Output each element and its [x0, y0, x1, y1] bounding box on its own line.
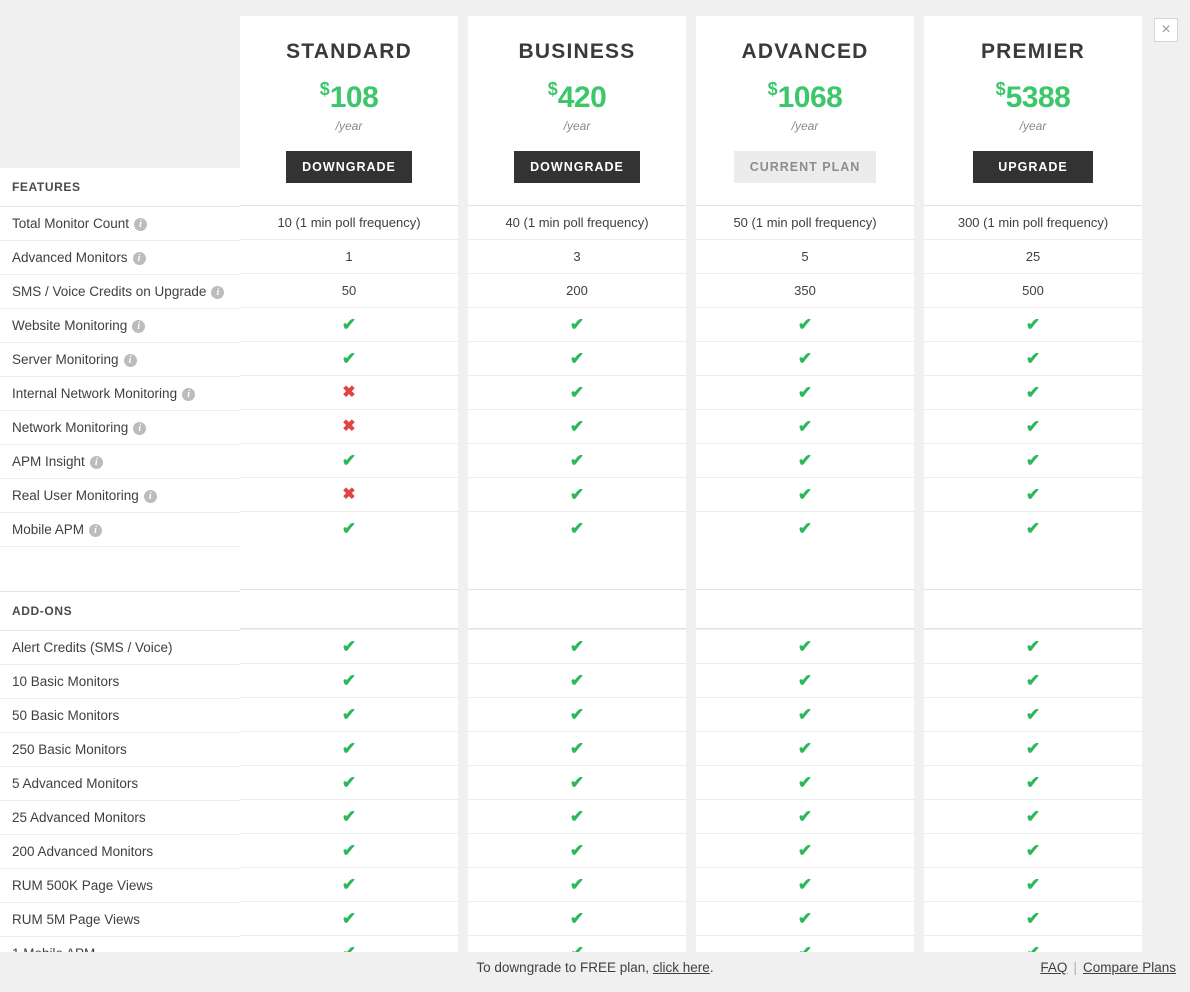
plan-addon-cell — [696, 901, 914, 935]
check-icon: ✔ — [797, 417, 813, 436]
plan-price — [468, 80, 686, 113]
plan-feature-cell — [696, 205, 914, 239]
check-icon: ✔ — [1025, 417, 1041, 436]
plan-value-text: 50 — [341, 283, 357, 298]
plan-feature-cell — [924, 341, 1142, 375]
addon-label: 50 Basic Monitors — [12, 708, 120, 723]
price-amount: 5388 — [1005, 81, 1071, 114]
plan-feature-cell — [696, 375, 914, 409]
page-footer — [0, 952, 1190, 992]
info-icon[interactable]: i — [124, 354, 137, 367]
feature-label: Total Monitor Count — [12, 216, 130, 231]
price-period: /year — [563, 119, 591, 133]
cross-icon: ✖ — [342, 486, 356, 503]
check-icon: ✔ — [341, 637, 357, 656]
check-icon: ✔ — [1025, 705, 1041, 724]
check-icon: ✔ — [797, 841, 813, 860]
plan-price — [240, 80, 458, 113]
check-icon: ✔ — [797, 315, 813, 334]
cross-icon: ✖ — [342, 418, 356, 435]
addon-row — [0, 801, 240, 835]
plan-addon-cell — [468, 697, 686, 731]
feature-row — [0, 377, 240, 411]
feature-list — [0, 207, 240, 547]
plan-addons-spacer — [240, 589, 458, 629]
check-icon: ✔ — [569, 875, 585, 894]
plan-feature-cell — [240, 273, 458, 307]
addon-row — [0, 631, 240, 665]
plan-feature-cell — [696, 341, 914, 375]
addon-label: RUM 5M Page Views — [12, 912, 141, 927]
cross-icon: ✖ — [342, 384, 356, 401]
plan-column — [696, 16, 914, 969]
addon-label: Alert Credits (SMS / Voice) — [12, 640, 173, 655]
feature-label: Mobile APM — [12, 522, 85, 537]
price-amount: 108 — [329, 81, 379, 114]
info-icon[interactable]: i — [144, 490, 157, 503]
plan-addon-cell — [696, 697, 914, 731]
plan-action-button[interactable]: DOWNGRADE — [514, 151, 640, 183]
footer-separator: | — [1073, 960, 1077, 975]
check-icon: ✔ — [569, 451, 585, 470]
plan-addon-cell — [240, 867, 458, 901]
info-icon[interactable]: i — [134, 218, 147, 231]
plan-addon-cell — [924, 833, 1142, 867]
check-icon: ✔ — [341, 739, 357, 758]
price-currency: $ — [319, 79, 330, 99]
check-icon: ✔ — [569, 315, 585, 334]
plan-feature-cell — [924, 409, 1142, 443]
check-icon: ✔ — [1025, 383, 1041, 402]
info-icon[interactable]: i — [90, 456, 103, 469]
plan-title: BUSINESS — [518, 40, 636, 63]
addon-row — [0, 665, 240, 699]
plan-value-text: 3 — [573, 249, 581, 264]
plan-feature-cell — [240, 205, 458, 239]
addon-label: 5 Advanced Monitors — [12, 776, 139, 791]
feature-row — [0, 479, 240, 513]
addon-row — [0, 903, 240, 937]
plan-action-button[interactable]: UPGRADE — [973, 151, 1093, 183]
info-icon[interactable]: i — [182, 388, 195, 401]
plan-value-text: 350 — [794, 283, 816, 298]
plan-feature-cell — [696, 443, 914, 477]
plan-addon-cell — [696, 765, 914, 799]
check-icon: ✔ — [1025, 315, 1041, 334]
check-icon: ✔ — [341, 671, 357, 690]
plan-addon-cell — [468, 867, 686, 901]
plan-gap — [924, 545, 1142, 589]
price-amount: 1068 — [777, 81, 843, 114]
check-icon: ✔ — [797, 383, 813, 402]
plan-addon-cell — [924, 867, 1142, 901]
check-icon: ✔ — [1025, 841, 1041, 860]
plan-gap — [696, 545, 914, 589]
plan-addon-cell — [696, 663, 914, 697]
check-icon: ✔ — [569, 383, 585, 402]
check-icon: ✔ — [569, 671, 585, 690]
check-icon: ✔ — [569, 909, 585, 928]
plan-addon-cell — [696, 629, 914, 663]
plan-feature-cell — [696, 409, 914, 443]
check-icon: ✔ — [797, 349, 813, 368]
check-icon: ✔ — [569, 519, 585, 538]
check-icon: ✔ — [341, 451, 357, 470]
check-icon: ✔ — [341, 773, 357, 792]
check-icon: ✔ — [1025, 349, 1041, 368]
price-currency: $ — [995, 79, 1006, 99]
check-icon: ✔ — [797, 451, 813, 470]
plan-value-text: 5 — [801, 249, 809, 264]
check-icon: ✔ — [797, 519, 813, 538]
plan-addon-cell — [240, 629, 458, 663]
plan-action-wrapper — [240, 151, 458, 205]
plan-action-wrapper — [924, 151, 1142, 205]
price-currency: $ — [767, 79, 778, 99]
plan-addon-cell — [468, 901, 686, 935]
plan-feature-cell — [240, 239, 458, 273]
plan-feature-cell — [924, 375, 1142, 409]
check-icon: ✔ — [341, 875, 357, 894]
plan-addon-cell — [240, 663, 458, 697]
feature-label: SMS / Voice Credits on Upgrade — [12, 284, 207, 299]
feature-label: Server Monitoring — [12, 352, 119, 367]
plan-addon-cell — [240, 697, 458, 731]
check-icon: ✔ — [1025, 807, 1041, 826]
check-icon: ✔ — [1025, 519, 1041, 538]
plan-feature-cell — [924, 477, 1142, 511]
plan-feature-cell — [468, 239, 686, 273]
plan-addon-cell — [240, 765, 458, 799]
downgrade-link[interactable]: click here — [652, 960, 710, 975]
check-icon: ✔ — [569, 637, 585, 656]
feature-row — [0, 445, 240, 479]
addon-row — [0, 767, 240, 801]
check-icon: ✔ — [1025, 875, 1041, 894]
check-icon: ✔ — [1025, 909, 1041, 928]
check-icon: ✔ — [341, 315, 357, 334]
plan-value-text: 50 (1 min poll frequency) — [733, 215, 877, 230]
check-icon: ✔ — [569, 417, 585, 436]
feature-label: Real User Monitoring — [12, 488, 139, 503]
plan-feature-cell — [240, 443, 458, 477]
addon-list — [0, 631, 240, 971]
feature-row — [0, 207, 240, 241]
check-icon: ✔ — [569, 705, 585, 724]
plan-value-text: 25 — [1025, 249, 1041, 264]
plan-addons-spacer — [696, 589, 914, 629]
price-period: /year — [1019, 119, 1047, 133]
feature-label: Website Monitoring — [12, 318, 128, 333]
info-icon[interactable]: i — [89, 524, 102, 537]
plan-addon-cell — [924, 663, 1142, 697]
plan-feature-cell — [468, 511, 686, 545]
plan-addon-cell — [924, 731, 1142, 765]
price-amount: 420 — [557, 81, 607, 114]
plan-addon-cell — [468, 765, 686, 799]
price-currency: $ — [547, 79, 558, 99]
plan-action-wrapper — [696, 151, 914, 205]
pricing-grid — [0, 16, 1190, 971]
plan-addon-cell — [240, 833, 458, 867]
plan-value-text: 500 — [1022, 283, 1044, 298]
check-icon: ✔ — [797, 773, 813, 792]
plan-value-text: 200 — [566, 283, 588, 298]
plan-feature-cell — [924, 443, 1142, 477]
plan-gap — [468, 545, 686, 589]
addon-row — [0, 835, 240, 869]
plan-feature-cell — [240, 341, 458, 375]
addon-row — [0, 699, 240, 733]
plan-feature-cell — [924, 307, 1142, 341]
addons-header: ADD-ONS — [0, 591, 240, 631]
plan-addon-cell — [240, 901, 458, 935]
feature-label: Advanced Monitors — [12, 250, 128, 265]
check-icon: ✔ — [341, 909, 357, 928]
plan-title: ADVANCED — [741, 40, 869, 63]
feature-row — [0, 309, 240, 343]
check-icon: ✔ — [797, 637, 813, 656]
plan-addons-spacer — [924, 589, 1142, 629]
plan-feature-cell — [924, 273, 1142, 307]
footer-links — [1040, 960, 1176, 975]
check-icon: ✔ — [569, 739, 585, 758]
plan-feature-cell — [468, 443, 686, 477]
plan-addon-cell — [240, 731, 458, 765]
plan-addon-cell — [924, 765, 1142, 799]
info-icon[interactable]: i — [133, 252, 146, 265]
plan-action-button: CURRENT PLAN — [734, 151, 877, 183]
plan-feature-cell — [468, 205, 686, 239]
addon-label: 200 Advanced Monitors — [12, 844, 154, 859]
plan-value-text: 1 — [345, 249, 353, 264]
check-icon: ✔ — [1025, 637, 1041, 656]
check-icon: ✔ — [569, 485, 585, 504]
plan-feature-cell — [924, 205, 1142, 239]
check-icon: ✔ — [797, 705, 813, 724]
check-icon: ✔ — [341, 841, 357, 860]
check-icon: ✔ — [569, 773, 585, 792]
feature-list-gap — [0, 547, 240, 591]
plan-addon-cell — [468, 833, 686, 867]
plan-feature-cell — [696, 239, 914, 273]
plan-feature-cell — [468, 273, 686, 307]
plan-feature-cell — [468, 375, 686, 409]
plan-addon-cell — [924, 799, 1142, 833]
downgrade-period: . — [709, 960, 714, 975]
plan-feature-cell — [240, 307, 458, 341]
plan-title: STANDARD — [286, 40, 412, 63]
check-icon: ✔ — [797, 807, 813, 826]
addon-row — [0, 733, 240, 767]
close-icon[interactable]: × — [1154, 18, 1178, 42]
plan-price — [696, 80, 914, 113]
plan-feature-cell — [924, 511, 1142, 545]
plan-gap — [240, 545, 458, 589]
addon-label: 250 Basic Monitors — [12, 742, 127, 757]
plan-addon-cell — [924, 901, 1142, 935]
feature-label: Network Monitoring — [12, 420, 129, 435]
plan-feature-cell — [468, 477, 686, 511]
check-icon: ✔ — [569, 349, 585, 368]
plan-addon-cell — [924, 629, 1142, 663]
features-header: FEATURES — [0, 168, 240, 207]
check-icon: ✔ — [797, 909, 813, 928]
info-icon[interactable]: i — [133, 422, 146, 435]
plan-addons-spacer — [468, 589, 686, 629]
check-icon: ✔ — [797, 671, 813, 690]
info-icon[interactable]: i — [211, 286, 224, 299]
feature-row — [0, 275, 240, 309]
plan-feature-cell — [468, 341, 686, 375]
plan-column — [240, 16, 458, 969]
downgrade-text: To downgrade to FREE plan, — [476, 960, 650, 975]
plan-title: PREMIER — [980, 40, 1086, 63]
check-icon: ✔ — [797, 875, 813, 894]
price-period: /year — [335, 119, 363, 133]
feature-label: APM Insight — [12, 454, 85, 469]
features-column — [0, 16, 240, 971]
plan-value-text: 10 (1 min poll frequency) — [277, 215, 421, 230]
plan-addon-cell — [696, 867, 914, 901]
plan-value-text: 300 (1 min poll frequency) — [957, 215, 1109, 230]
features-header-spacer — [0, 16, 240, 168]
faq-link[interactable]: FAQ — [1040, 960, 1068, 975]
plan-feature-cell — [696, 273, 914, 307]
plan-addon-cell — [240, 799, 458, 833]
feature-row — [0, 241, 240, 275]
check-icon: ✔ — [569, 807, 585, 826]
check-icon: ✔ — [341, 519, 357, 538]
feature-row — [0, 343, 240, 377]
check-icon: ✔ — [341, 705, 357, 724]
check-icon: ✔ — [797, 485, 813, 504]
plan-feature-cell — [924, 239, 1142, 273]
plan-feature-cell — [240, 477, 458, 511]
downgrade-note — [0, 960, 1190, 975]
plan-addon-cell — [696, 731, 914, 765]
check-icon: ✔ — [1025, 671, 1041, 690]
plan-addon-cell — [696, 833, 914, 867]
feature-row — [0, 513, 240, 547]
plan-addon-cell — [468, 731, 686, 765]
addon-label: 10 Basic Monitors — [12, 674, 120, 689]
addon-label: RUM 500K Page Views — [12, 878, 153, 893]
check-icon: ✔ — [1025, 739, 1041, 758]
plan-feature-cell — [240, 511, 458, 545]
plan-feature-cell — [696, 477, 914, 511]
plan-addon-cell — [468, 629, 686, 663]
plan-feature-cell — [240, 375, 458, 409]
addon-row — [0, 869, 240, 903]
check-icon: ✔ — [1025, 485, 1041, 504]
plan-feature-cell — [468, 409, 686, 443]
plan-column — [924, 16, 1142, 969]
plan-column — [468, 16, 686, 969]
feature-row — [0, 411, 240, 445]
compare-plans-link[interactable]: Compare Plans — [1082, 960, 1176, 975]
plan-addon-cell — [924, 697, 1142, 731]
check-icon: ✔ — [341, 807, 357, 826]
plan-addon-cell — [696, 799, 914, 833]
check-icon: ✔ — [1025, 451, 1041, 470]
check-icon: ✔ — [341, 349, 357, 368]
plan-addon-cell — [468, 663, 686, 697]
plan-action-wrapper — [468, 151, 686, 205]
info-icon[interactable]: i — [132, 320, 145, 333]
plan-value-text: 40 (1 min poll frequency) — [505, 215, 649, 230]
plan-feature-cell — [696, 511, 914, 545]
plan-addon-cell — [468, 799, 686, 833]
plan-feature-cell — [468, 307, 686, 341]
plan-feature-cell — [240, 409, 458, 443]
check-icon: ✔ — [1025, 773, 1041, 792]
price-period: /year — [791, 119, 819, 133]
check-icon: ✔ — [797, 739, 813, 758]
plan-feature-cell — [696, 307, 914, 341]
plan-action-button[interactable]: DOWNGRADE — [286, 151, 412, 183]
addon-label: 25 Advanced Monitors — [12, 810, 146, 825]
plan-price — [924, 80, 1142, 113]
plan-columns — [240, 16, 1142, 969]
check-icon: ✔ — [569, 841, 585, 860]
feature-label: Internal Network Monitoring — [12, 386, 178, 401]
